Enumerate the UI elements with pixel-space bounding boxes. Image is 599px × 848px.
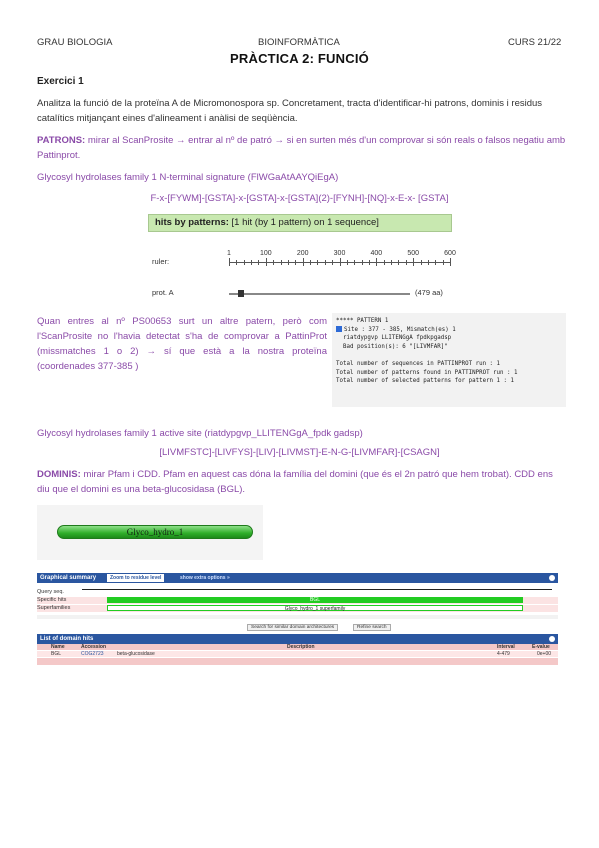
- ruler-tick: [236, 260, 237, 265]
- ruler-tick: [340, 258, 341, 266]
- row-evalue: 0e+00: [537, 651, 552, 657]
- ruler-tick-label: 500: [407, 250, 419, 257]
- cdd-row-label: Query seq.: [37, 589, 64, 595]
- ruler-tick: [317, 260, 318, 265]
- cdd-scrollbar[interactable]: [37, 615, 558, 619]
- ruler-tick: [281, 260, 282, 265]
- pattern2-regex: [LIVMFSTC]-[LIVFYS]-[LIV]-[LIVMST]-E-N-G-[LIVMFAR]-[CSAGN]: [159, 447, 440, 458]
- ruler-label: ruler:: [152, 257, 170, 266]
- code-line: riatdypgvp LLITENGgA fpdkpgadsp: [336, 335, 452, 342]
- ruler-tick: [428, 260, 429, 265]
- ruler-tick: [384, 260, 385, 265]
- cdd-list-title: List of domain hits: [40, 636, 94, 642]
- ruler-tick: [421, 260, 422, 265]
- dominis-paragraph: [37, 467, 567, 497]
- pattern-hit-marker: [238, 290, 244, 297]
- ruler-tick-label: 400: [370, 250, 383, 257]
- ruler-tick: [288, 260, 289, 265]
- ruler-tick: [266, 258, 267, 266]
- page-title: PRÀCTICA 2: FUNCIÓ: [230, 51, 369, 66]
- ruler-axis: [227, 250, 456, 263]
- cdd-summary-title: Graphical summary: [40, 575, 97, 581]
- ruler-tick: [273, 260, 274, 265]
- code-line: ***** PATTERN 1: [336, 318, 389, 324]
- ps-text: Quan entres al nº PS00653 surt un altre patern, però com l'ScanProsite no l'havia detectat s'ha de comprovar a PattinProt (missmatches 1 o 2) → sí que està a la nostra proteïna (coordenades 377-385 ): [37, 316, 327, 372]
- specific-hit-bar[interactable]: BGL: [107, 597, 523, 603]
- zoom-residue-tab[interactable]: Zoom to residue level: [107, 574, 164, 582]
- prot-length: (479 aa): [415, 288, 443, 297]
- refine-search-button[interactable]: Refine search: [353, 624, 391, 631]
- ruler-tick: [391, 260, 392, 265]
- search-architectures-button[interactable]: Search for similar domain architectures: [247, 624, 338, 631]
- ruler-tick: [251, 260, 252, 265]
- header-subject: BIOINFORMÀTICA: [258, 37, 340, 48]
- dominis-text: mirar Pfam i CDD. Pfam en aquest cas dóna la família del domini (que és el 2n patró que hem trobat). CDD ens diu que el domini es una beta-glucosidasa (BGL).: [37, 469, 553, 495]
- prot-label: prot. A: [152, 288, 174, 297]
- help-icon[interactable]: [549, 575, 555, 581]
- dominis-label: DOMINIS:: [37, 469, 81, 480]
- ruler-tick: [398, 260, 399, 265]
- ruler-tick-label: 200: [296, 250, 309, 257]
- code-line: Total number of patterns found in PATTINPROT run : 1: [336, 369, 518, 376]
- code-line: Total number of selected patterns for pattern 1 : 1: [336, 378, 514, 385]
- checkbox-icon[interactable]: [336, 326, 342, 332]
- cdd-row-label: Superfamilies: [37, 605, 71, 611]
- ruler-tick: [347, 260, 348, 265]
- row-accession[interactable]: COG2723: [81, 651, 104, 657]
- ruler-tick: [435, 260, 436, 265]
- ruler-tick: [310, 260, 311, 265]
- pattern2-name: Glycosyl hydrolases family 1 active site (riatdypgvp_LLITENGgA_fpdk gadsp): [37, 428, 363, 439]
- code-line: Total number of sequences in PATTINPROT run : 1: [336, 360, 501, 367]
- header-year: CURS 21/22: [508, 37, 562, 48]
- cdd-list-bar: [37, 634, 558, 644]
- ruler-tick: [450, 258, 451, 266]
- ruler-tick: [376, 258, 377, 266]
- code-line: [336, 351, 562, 360]
- ps-paragraph: [37, 314, 327, 374]
- col-evalue: E-value: [532, 644, 550, 650]
- ruler-tick: [244, 260, 245, 265]
- ruler-tick-label: 1: [227, 250, 231, 257]
- ruler-tick-label: 300: [333, 250, 346, 257]
- ruler-tick: [362, 260, 363, 265]
- cdd-row-label: Specific hits: [37, 597, 67, 603]
- cdd-table-footer: [37, 658, 558, 665]
- ruler-tick: [332, 260, 333, 265]
- ruler-tick: [303, 258, 304, 266]
- hits-by-patterns-box: [148, 214, 452, 232]
- ruler-tick: [406, 260, 407, 265]
- cdd-table-header: [37, 644, 558, 650]
- col-description: Description: [287, 644, 315, 650]
- ruler-tick: [443, 260, 444, 265]
- row-name: BGL: [51, 651, 62, 657]
- patrons-paragraph: [37, 133, 567, 163]
- hits-value: [1 hit (by 1 pattern) on 1 sequence]: [228, 217, 379, 228]
- pfam-domain-pill[interactable]: [57, 525, 253, 539]
- cdd-result: [37, 573, 558, 669]
- pattern1-regex: F-x-[FYWM]-[GSTA]-x-[GSTA]-x-[GSTA](2)-[FYNH]-[NQ]-x-E-x- [GSTA]: [150, 193, 449, 204]
- hits-label: hits by patterns:: [155, 217, 229, 228]
- row-interval: 4-479: [497, 651, 510, 657]
- pfam-graphic: [37, 505, 263, 560]
- exercise-intro: Analitza la funció de la proteïna A de Micromonospora sp. Concretament, tracta d'identificar-hi patrons, dominis i residus catalítics mitjançant eines d'alineament i anàlisi de seqüència.: [37, 98, 543, 124]
- col-interval: Interval: [497, 644, 515, 650]
- cdd-specific-row: [37, 597, 558, 604]
- ruler-tick-label: 600: [444, 250, 456, 257]
- pattern1-name: Glycosyl hydrolases family 1 N-terminal signature (FlWGaAtAAYQiEgA): [37, 172, 339, 183]
- pattinprot-output: [332, 313, 566, 407]
- header-course: GRAU BIOLOGIA: [37, 37, 113, 48]
- ruler-tick: [325, 260, 326, 265]
- help-icon[interactable]: [549, 636, 555, 642]
- ruler-tick: [354, 260, 355, 265]
- col-accession: Accession: [81, 644, 107, 650]
- superfamily-bar[interactable]: Glyco_hydro_1 superfamily: [107, 605, 523, 611]
- ruler-tick: [295, 260, 296, 265]
- pfam-domain-label: Glyco_hydro_1: [126, 527, 184, 537]
- row-description: beta-glucosidase: [117, 651, 155, 657]
- table-row[interactable]: [37, 651, 558, 657]
- patrons-text: mirar al ScanProsite → entrar al nº de patró → si en surten més d'un comprovar si són reals o falsos negatiu amb Pattinprot.: [37, 135, 566, 161]
- col-name: Name: [51, 644, 65, 650]
- ruler-tick: [258, 260, 259, 265]
- show-options-tab[interactable]: show extra options »: [180, 575, 230, 581]
- code-line: Site : 377 - 385, Mismatch(es) 1: [336, 326, 562, 335]
- ruler-tick-label: 100: [259, 250, 272, 257]
- code-line: Bad position(s): 6 "[LIVMFAR]": [336, 343, 448, 350]
- ruler-tick: [413, 258, 414, 266]
- ruler-tick: [229, 258, 230, 266]
- exercise-heading: Exercici 1: [37, 76, 84, 87]
- cdd-summary-bar: [37, 573, 558, 583]
- patrons-label: PATRONS:: [37, 135, 86, 146]
- ruler-tick: [369, 260, 370, 265]
- protein-line: [229, 293, 410, 295]
- cdd-superfamily-row: [37, 605, 558, 612]
